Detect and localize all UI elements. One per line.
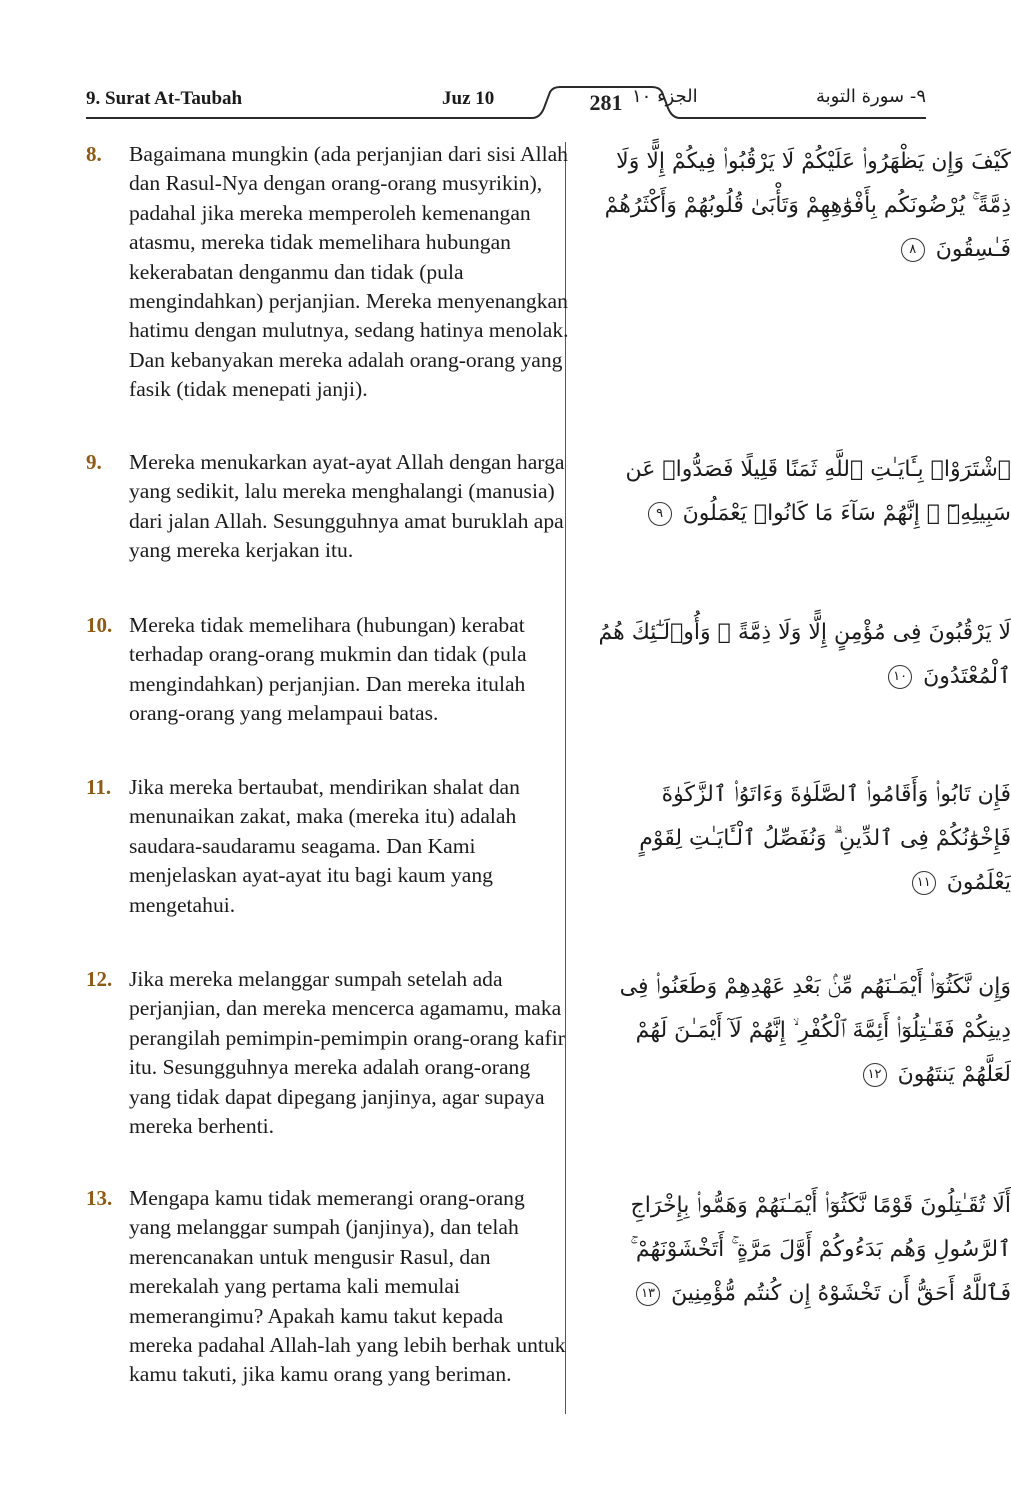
ayah-end-marker: ١١ <box>912 871 936 895</box>
verse-number: 12. <box>86 967 113 991</box>
verse-translation: Jika mereka melanggar sumpah setelah ada perjanjian, dan mereka mencerca agamamu, maka perangilah pemimpin-pemimpin orang-orang kafir itu. Sesungguhnya mereka adalah orang-orang yang tidak dapat dipegang janjinya, agar supaya mereka berhenti. <box>129 967 565 1139</box>
ayah-end-marker: ٩ <box>648 502 672 526</box>
header-rule-right <box>696 117 926 119</box>
verse-arabic <box>591 611 1011 699</box>
verse-number: 10. <box>86 613 113 637</box>
verse-number: 11. <box>86 775 112 799</box>
verse-translation: Jika mereka bertaubat, mendirikan shalat dan menunaikan zakat, maka (mereka itu) adalah saudara-saudaramu seagama. Dan Kami menjelaskan ayat-ayat itu bagi kaum yang mengetahui. <box>129 775 520 917</box>
verse-translation: Mengapa kamu tidak memerangi orang-orang yang melanggar sumpah (janjinya), dan telah merencanakan untuk mengusir Rasul, dan merekalah yang pertama kali memulai memerangimu? Apakah kamu takut kepada mereka padahal Allah-lah yang lebih berhak untuk kamu takuti, jika kamu orang yang beriman. <box>129 1186 566 1387</box>
verse-arabic <box>591 773 1011 905</box>
page-header <box>86 86 926 126</box>
arabic-text: كَيْفَ وَإِن يَظْهَرُوا۟ عَلَيْكُمْ لَا يَرْقُبُوا۟ فِيكُمْ إِلًّا وَلَا ذِمَّةً ۚ يُرْضُونَكُم بِأَفْوَٰهِهِمْ وَتَأْبَىٰ قُلُوبُهُمْ وَأَكْثَرُهُمْ فَـٰسِقُونَ <box>604 149 1011 262</box>
juz-label-arabic: الجزء ١٠ <box>632 86 698 107</box>
verse-translation: Mereka menukarkan ayat-ayat Allah dengan harga yang sedikit, lalu mereka menghalangi (manusia) dari jalan Allah. Sesungguhnya amat buruklah apa yang mereka kerjakan itu. <box>129 450 565 563</box>
arabic-text: لَا يَرْقُبُونَ فِى مُؤْمِنٍ إِلًّا وَلَا ذِمَّةً ۚ وَأُو۟لَـٰٓئِكَ هُمُ ٱلْمُعْتَدُونَ <box>598 620 1011 689</box>
ayah-end-marker: ١٠ <box>888 665 912 689</box>
arabic-text: ٱشْتَرَوْا۟ بِـَٔايَـٰتِ ٱللَّهِ ثَمَنًا قَلِيلًا فَصَدُّوا۟ عَن سَبِيلِهِۦٓ ۚ إِنَّهُمْ سَآءَ مَا كَانُوا۟ يَعْمَلُونَ <box>625 457 1011 526</box>
ayah-end-marker: ١٣ <box>636 1282 660 1306</box>
arabic-text: وَإِن نَّكَثُوٓا۟ أَيْمَـٰنَهُم مِّنۢ بَعْدِ عَهْدِهِمْ وَطَعَنُوا۟ فِى دِينِكُمْ فَقَـٰتِلُوٓا۟ أَئِمَّةَ ٱلْكُفْرِ ۙ إِنَّهُمْ لَآ أَيْمَـٰنَ لَهُمْ لَعَلَّهُمْ يَنتَهُونَ <box>619 974 1011 1087</box>
ayah-end-marker: ٨ <box>901 238 925 262</box>
verse-translation: Bagaimana mungkin (ada perjanjian dari sisi Allah dan Rasul-Nya dengan orang-orang musyrikin), padahal jika mereka memperoleh kemenangan atasmu, mereka tidak memelihara hubungan kekerabatan denganmu dan tidak (pula mengindahkan) perjanjian. Mereka menyenangkan hatimu dengan mulutnya, sedang hatinya menolak. Dan kebanyakan mereka adalah orang-orang yang fasik (tidak menepati janji). <box>129 142 569 402</box>
verse-translation: Mereka tidak memelihara (hubungan) kerabat terhadap orang-orang mukmin dan tidak (pula mengindahkan) perjanjian. Dan mereka itulah orang-orang yang melampaui batas. <box>129 613 527 726</box>
verse-number: 8. <box>86 142 102 166</box>
header-rule-left <box>86 117 516 119</box>
surah-title-latin: 9. Surat At-Taubah <box>86 88 243 109</box>
juz-label-latin: Juz 10 <box>442 88 495 109</box>
ayah-end-marker: ١٢ <box>863 1063 887 1087</box>
verse-arabic <box>591 965 1011 1097</box>
verse-arabic <box>591 1184 1011 1316</box>
surah-title-arabic: ٩- سورة التوبة <box>816 86 926 107</box>
verse-number: 9. <box>86 450 102 474</box>
verse-arabic <box>591 448 1011 536</box>
arabic-text: فَإِن تَابُوا۟ وَأَقَامُوا۟ ٱلصَّلَوٰةَ وَءَاتَوُا۟ ٱلزَّكَوٰةَ فَإِخْوَٰنُكُمْ فِى ٱلدِّينِ ۗ وَنُفَصِّلُ ٱلْـَٔايَـٰتِ لِقَوْمٍ يَعْلَمُونَ <box>639 782 1011 895</box>
verse-number: 13. <box>86 1186 113 1210</box>
verse-arabic <box>591 140 1011 272</box>
arabic-text: أَلَا تُقَـٰتِلُونَ قَوْمًا نَّكَثُوٓا۟ أَيْمَـٰنَهُمْ وَهَمُّوا۟ بِإِخْرَاجِ ٱلرَّسُولِ وَهُم بَدَءُوكُمْ أَوَّلَ مَرَّةٍ ۚ أَتَخْشَوْنَهُمْ ۚ فَٱللَّهُ أَحَقُّ أَن تَخْشَوْهُ إِن كُنتُم مُّؤْمِنِينَ <box>630 1193 1011 1306</box>
page-number: 281 <box>589 90 623 115</box>
